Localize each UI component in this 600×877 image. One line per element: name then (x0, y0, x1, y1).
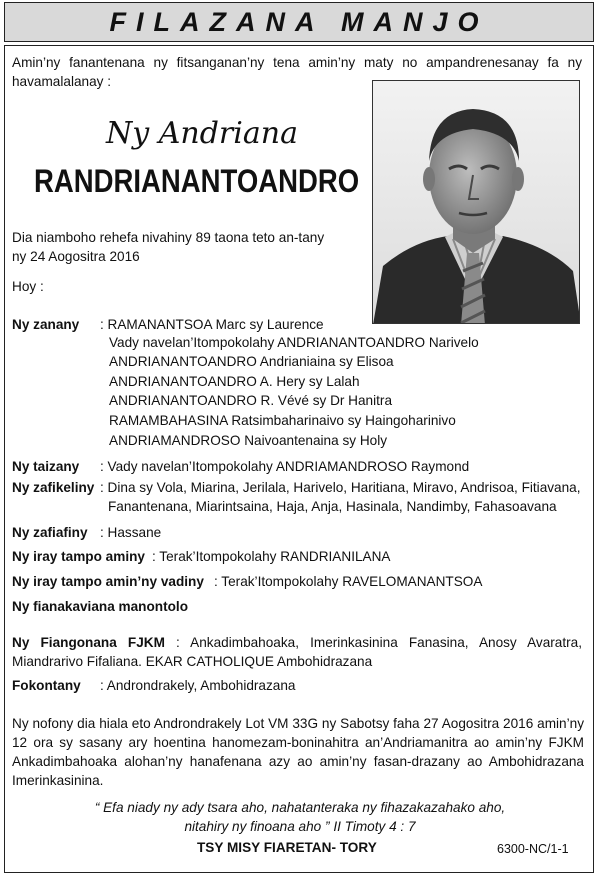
notice-banner (4, 2, 594, 42)
fokontany-label: Fokontany (12, 678, 81, 693)
hoy-label: Hoy : (12, 279, 44, 294)
zanany-line: RAMAMBAHASINA Ratsimbaharinaivo sy Haingoharinivo (109, 413, 456, 428)
signature-text: TSY MISY FIARETAN- TORY (197, 840, 377, 855)
reference-code: 6300-NC/1-1 (497, 842, 569, 856)
zanany-line: ANDRIANANTOANDRO A. Hery sy Lalah (109, 374, 360, 389)
tampo-aminy-label: Ny iray tampo aminy (12, 549, 145, 564)
intro-text: Amin’ny fanantenana ny fitsanganan’ny tena amin’ny maty no ampandrenesanay fa ny havamalalanay : (12, 55, 582, 89)
zafiafiny-label: Ny zafiafiny (12, 525, 88, 540)
fianakaviana-label: Ny fianakaviana manontolo (12, 599, 189, 614)
zanany-line: ANDRIANANTOANDRO R. Vévé sy Dr Hanitra (109, 393, 393, 408)
honorific-title: Ny Andriana (106, 116, 298, 151)
bible-quote-line-2: nitahiry ny finoana aho ” II Timoty 4 : 7 (184, 819, 416, 834)
zanany-line: ANDRIANANTOANDRO Andrianiaina sy Elisoa (109, 354, 394, 369)
tampo-vadiny-label: Ny iray tampo amin’ny vadiny (12, 574, 204, 589)
funeral-text: Ny nofony dia hiala eto Androndrakely Lot VM 33G ny Sabotsy faha 27 Aogositra 2016 amin’ny 12 ora sy sasany ary hoentina hanomezam-boninahitra an’Andriamanitra ao amin’ny FJKM Ankadimbahoaka alohan’ny hanafenana azy ao amin’ny fasan-drazany ao Ambohidrazana Imerinkasinina. (12, 716, 584, 788)
zafikeliny-label: Ny zafikeliny (12, 480, 95, 495)
death-line-2: ny 24 Aogositra 2016 (12, 249, 140, 264)
death-line-1: Dia niamboho rehefa nivahiny 89 taona teto an-tany (12, 230, 325, 245)
church-block (12, 633, 582, 671)
zanany-line: Vady navelan’Itompokolahy ANDRIANANTOANDRO Narivelo (109, 335, 479, 350)
portrait-photo (372, 80, 580, 324)
zafikeliny-line: : Dina sy Vola, Miarina, Jerilala, Harivelo, Haritiana, Miravo, Andrisoa, Fitiavana, (100, 480, 581, 495)
church-label: Ny Fiangonana FJKM (12, 635, 165, 650)
zafiafiny-text: : Hassane (100, 525, 162, 540)
zanany-line: : RAMANANTSOA Marc sy Laurence (100, 317, 324, 332)
deceased-name: RANDRIANANTOANDRO (34, 163, 360, 199)
zanany-line: ANDRIAMANDROSO Naivoantenaina sy Holy (109, 433, 388, 448)
bible-quote-line-1: “ Efa niady ny ady tsara aho, nahatanteraka ny fihazakazahako aho, (94, 800, 506, 815)
zanany-label: Ny zanany (12, 317, 80, 332)
taizany-label: Ny taizany (12, 459, 80, 474)
tampo-aminy-text: : Terak’Itompokolahy RANDRIANILANA (152, 549, 391, 564)
banner-title: FILAZANA MANJO (109, 6, 489, 37)
church-text: : Ankadimbahoaka, Imerinkasinina Fanasina, Anosy Avaratra, Miandrarivo Fifaliana. EKAR CATHOLIQUE Ambohidrazana (12, 635, 583, 669)
taizany-text: : Vady navelan’Itompokolahy ANDRIAMANDROSO Raymond (100, 459, 470, 474)
fokontany-text: : Androndrakely, Ambohidrazana (100, 678, 296, 693)
tampo-vadiny-text: : Terak’Itompokolahy RAVELOMANANTSOA (214, 574, 483, 589)
zafikeliny-line: Fanantenana, Miarintsaina, Haja, Anja, Hasinala, Nandimby, Fahasoavana (108, 499, 557, 514)
portrait-image (373, 81, 580, 324)
